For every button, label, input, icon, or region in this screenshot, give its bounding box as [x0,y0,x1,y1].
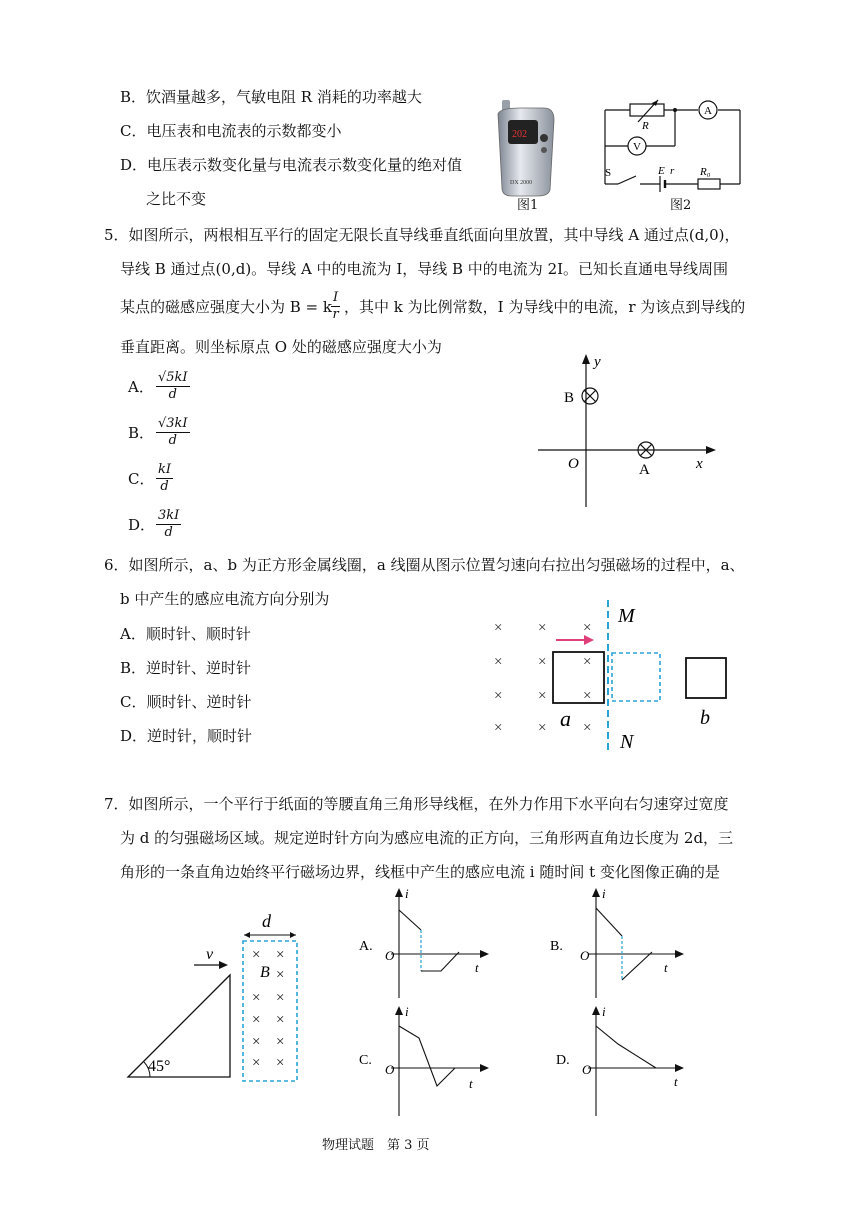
arrow-right-icon [584,635,594,645]
coil-b [686,658,726,698]
svg-text:A: A [704,105,712,117]
svg-text:45°: 45° [148,1058,171,1075]
svg-text:r: r [670,165,675,177]
svg-text:202: 202 [512,129,527,140]
q5-coordinate-figure [530,352,720,512]
svg-text:×: × [252,1034,261,1050]
fig1-caption: 图1 [517,198,539,213]
q5-option-b-value: $\frac{√3kI}{d}$ [158,416,188,448]
q5-line4: 垂直距离。则坐标原点 O 处的磁感应强度大小为 [120,338,442,356]
graph-b [550,888,685,998]
svg-text:t: t [469,1076,473,1091]
svg-text:R: R [642,120,649,132]
q6-line1: 6．如图所示，a、b 为正方形金属线圈，a 线圈从图示位置匀速向右拉出匀强磁场的过程中，a、 [104,556,745,574]
q5-option-d-label: D． [128,516,156,534]
svg-text:O: O [580,948,590,963]
svg-text:×: × [276,1055,285,1071]
resistor-r [630,104,664,116]
svg-text:×: × [583,688,592,704]
q5-option-a-value: $\frac{√5kI}{d}$ [158,370,188,402]
q5-line3a: 某点的磁感应强度大小为 B = k [120,298,332,316]
q6-option-a: A．顺时针、顺时针 [120,625,251,643]
svg-text:E: E [658,165,665,177]
graph-a [355,888,490,998]
device-label: DX 2000 [510,180,533,186]
breathalyzer-figure [490,100,580,200]
svg-text:×: × [494,688,503,704]
svg-text:A.: A. [359,939,373,954]
svg-text:×: × [252,947,261,963]
svg-text:×: × [252,990,261,1006]
q5-line1: 5．如图所示，两根相互平行的固定无限长直导线垂直纸面向里放置，其中导线 A 通过点(d,0)， [104,226,740,244]
q6-option-b: B．逆时针、逆时针 [120,659,252,677]
svg-text:×: × [252,1012,261,1028]
q7-line2: 为 d 的匀强磁场区域。规定逆时针方向为感应电流的正方向，三角形两直角边长度为 2d，三 [120,829,734,847]
svg-text:×: × [583,720,592,736]
q5-line2: 导线 B 通过点(0,d)。导线 A 中的电流为 I，导线 B 中的电流为 2I。已知长直通电导线周围 [120,260,729,278]
svg-text:O: O [568,456,579,472]
svg-text:v: v [206,946,214,963]
graph-d [550,1006,685,1116]
svg-text:x: x [696,456,703,472]
q6-option-c: C．顺时针、逆时针 [120,693,252,711]
q6-line2: b 中产生的感应电流方向分别为 [120,590,330,608]
resistor-r0 [698,179,720,189]
svg-text:×: × [538,720,547,736]
svg-text:M: M [618,605,635,627]
svg-text:R₀: R₀ [700,166,711,178]
q6-coil-figure [490,600,740,753]
svg-text:i: i [405,886,409,901]
svg-text:×: × [276,1012,285,1028]
svg-text:×: × [494,720,503,736]
svg-text:×: × [538,654,547,670]
svg-text:C.: C. [359,1053,372,1068]
q5-formula-frac: $\frac{I}{r}$ [332,290,339,322]
q5-option-b-label: B． [128,424,155,442]
svg-text:y: y [594,354,601,370]
triangle-frame [128,975,230,1077]
svg-text:×: × [276,947,285,963]
q7-line1: 7．如图所示，一个平行于纸面的等腰直角三角形导线框，在外力作用下水平向右匀速穿过宽度 [104,795,729,813]
svg-text:×: × [583,654,592,670]
svg-text:O: O [385,1062,395,1077]
svg-text:A: A [639,462,650,478]
coil-a [553,652,604,703]
q5-option-d-value: $\frac{3kI}{d}$ [158,508,180,540]
svg-text:O: O [582,1062,592,1077]
q5-option-c-label: C． [128,470,155,488]
svg-text:×: × [538,620,547,636]
svg-text:V: V [633,141,641,153]
svg-text:×: × [583,620,592,636]
svg-text:d: d [262,911,271,931]
q4-option-b: B．饮酒量越多，气敏电阻 R 消耗的功率越大 [120,88,422,106]
svg-text:B: B [260,964,270,981]
svg-text:B: B [564,390,575,406]
q4-option-d: D．电压表示数变化量与电流表示数变化量的绝对值 [120,156,463,174]
q7-triangle-figure [120,905,310,1085]
svg-text:×: × [538,688,547,704]
svg-text:N: N [620,731,634,753]
svg-text:S: S [605,167,612,179]
page-footer: 物理试题 第 3 页 [322,1138,430,1153]
svg-text:t: t [664,960,668,975]
q5-option-c-value: $\frac{kI}{d}$ [158,462,172,494]
svg-text:b: b [700,707,710,729]
svg-text:×: × [252,1055,261,1071]
svg-text:×: × [494,654,503,670]
svg-text:a: a [560,706,571,731]
svg-text:t: t [674,1074,678,1089]
q5-line3b: ，其中 k 为比例常数，I 为导线中的电流，r 为该点到导线的 [344,298,746,316]
svg-text:×: × [276,990,285,1006]
svg-text:×: × [494,620,503,636]
svg-text:i: i [602,886,606,901]
svg-text:i: i [602,1004,606,1019]
q4-option-c: C．电压表和电流表的示数都变小 [120,122,342,140]
svg-text:t: t [475,960,479,975]
q5-option-a-label: A． [128,378,154,396]
svg-text:×: × [276,967,285,983]
fig2-caption: 图2 [670,198,692,213]
svg-text:O: O [385,948,395,963]
svg-text:i: i [405,1004,409,1019]
graph-c [355,1006,490,1116]
q7-line3: 角形的一条直角边始终平行磁场边界，线框中产生的感应电流 i 随时间 t 变化图像正确的是 [120,863,720,881]
svg-text:B.: B. [550,939,563,954]
svg-text:×: × [276,1034,285,1050]
svg-text:D.: D. [556,1053,570,1068]
q4-option-d-cont: 之比不变 [146,190,207,208]
circuit-diagram [600,100,745,190]
q6-option-d: D．逆时针，顺时针 [120,727,253,745]
